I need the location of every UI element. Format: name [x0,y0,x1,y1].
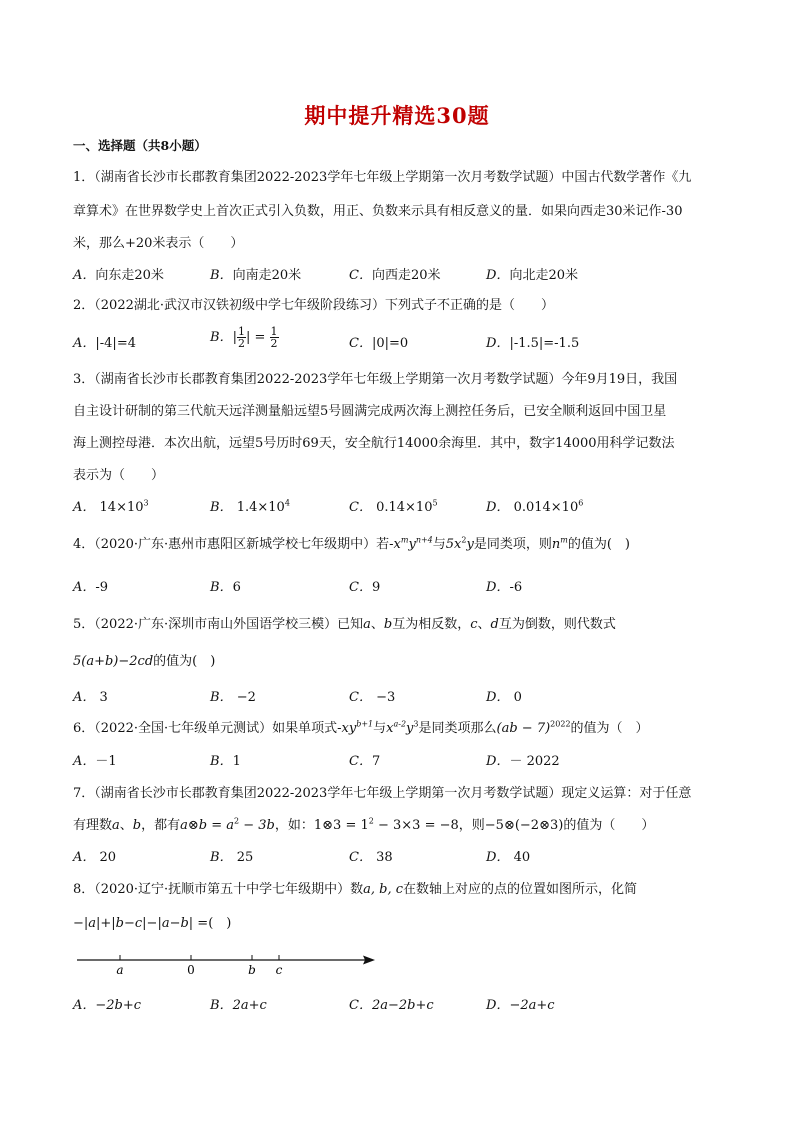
q8-text-line1: 8．（2020·辽宁·抚顺市第五十中学七年级期中）数a, b, c在数轴上对应的点的位置如图所示，化简 [73,882,638,897]
page-title: 期中提升精选30题 [304,103,490,128]
q1-option-d[interactable]: D．向北走20米 [486,268,578,283]
q2-option-d[interactable]: D．|-1.5|=-1.5 [486,336,580,351]
q4-option-c[interactable]: C．9 [349,580,381,595]
q8-text-line2: −|a|+|b−c|−|a−b| =( ) [73,916,232,931]
label-c: c [275,963,283,977]
q7-option-a[interactable]: A． 20 [73,850,117,865]
q1-options [73,264,728,284]
q3-option-c[interactable]: C． $0.14\times 10^5$ [349,498,438,515]
q6-option-a[interactable]: A．－1 [73,754,117,769]
q1-text-line2: 章算术》在世界数学史上首次正式引入负数，用正、负数来示具有相反意义的量．如果向西走30米记作-30 [73,204,683,219]
q5-option-d[interactable]: D． 0 [486,690,522,705]
q8-option-d[interactable]: D．−2a+c [486,998,555,1013]
q3-option-a[interactable]: A． $14\times 10^3$ [73,498,149,515]
q7-text-line2: 有理数a、b，都有a⊗b = $a^2 - 3b$，如：1⊗3 = $1^2 - 3\times 3 = -8$，则−5⊗(−2⊗3)的值为（ ） [73,816,655,833]
section-heading: 一、选择题（共8小题） [73,138,207,153]
q3-text-line3: 海上测控母港．本次出航，远望5号历时69天，安全航行14000余海里．其中，数字14000用科学记数法 [73,436,675,451]
q5-option-c[interactable]: C． −3 [349,690,396,705]
q7-option-b[interactable]: B． 25 [210,850,254,865]
q8-option-a[interactable]: A．−2b+c [73,998,142,1013]
q6-option-c[interactable]: C．7 [349,754,381,769]
label-0: 0 [187,963,195,977]
q6-option-b[interactable]: B．1 [210,754,241,769]
q6-text-line1: 6．（2022·全国·七年级单元测试）如果单项式$-xy^{b+1}$与$x^{a-2}y^3$是同类项那么(ab − 7)$^{2022}$的值为（ ） [73,719,649,736]
q5-text-line2: 5(a+b)−2cd的值为( ) [73,654,216,669]
q4-options [73,576,728,596]
q3-text-line2: 自主设计研制的第三代航天远洋测量船远望5号圆满完成两次海上测控任务后，已安全顺利返回中国卫星 [73,404,667,419]
q5-option-a[interactable]: A． 3 [73,690,108,705]
number-line-figure [73,946,393,980]
q8-options [73,994,728,1014]
q2-option-c[interactable]: C．|0|=0 [349,336,409,351]
q3-option-d[interactable]: D． $0.014\times 10^6$ [486,498,584,515]
q2-options [73,325,728,356]
q1-text-line1: 1．（湖南省长沙市长郡教育集团2022-2023学年七年级上学期第一次月考数学试题）中国古代数学著作《九 [73,170,692,185]
q1-option-c[interactable]: C．向西走20米 [349,268,441,283]
q2-option-b[interactable]: B．| $\frac{1}{2}$ | = $\frac{1}{2}$ [210,325,278,350]
q6-options [73,750,728,770]
q5-text-line1: 5．（2022·广东·深圳市南山外国语学校三模）已知a、b互为相反数，c、d互为倒数，则代数式 [73,617,616,632]
q7-option-d[interactable]: D． 40 [486,850,531,865]
q8-option-c[interactable]: C．2a−2b+c [349,998,434,1013]
q2-text-line1: 2．（2022湖北·武汉市汉铁初级中学七年级阶段练习）下列式子不正确的是（ ） [73,298,554,313]
q3-options [73,496,728,516]
label-a: a [116,963,124,977]
q5-option-b[interactable]: B． −2 [210,690,256,705]
q5-options [73,686,728,706]
q3-option-b[interactable]: B． $1.4\times 10^4$ [210,498,290,515]
q4-option-a[interactable]: A．-9 [73,580,109,595]
q4-option-b[interactable]: B．6 [210,580,241,595]
q4-option-d[interactable]: D．-6 [486,580,523,595]
q1-option-b[interactable]: B．向南走20米 [210,268,302,283]
label-b: b [248,963,256,977]
q7-option-c[interactable]: C． 38 [349,850,393,865]
q3-text-line4: 表示为（ ） [73,468,165,483]
q6-option-d[interactable]: D．－ 2022 [486,754,560,769]
q7-options [73,846,728,866]
q3-text-line1: 3．（湖南省长沙市长郡教育集团2022-2023学年七年级上学期第一次月考数学试题）今年9月19日，我国 [73,372,678,387]
q7-text-line1: 7．（湖南省长沙市长郡教育集团2022-2023学年七年级上学期第一次月考数学试题）现定义运算：对于任意 [73,786,692,801]
q4-text-line1: 4．（2020·广东·惠州市惠阳区新城学校七年级期中）若$-x^my^{n+4}$与$5x^2y$是同类项，则$n^m$的值为( ) [73,535,630,552]
q1-option-a[interactable]: A．向东走20米 [73,268,164,283]
q2-option-a[interactable]: A．|-4|=4 [73,336,136,351]
q1-text-line3: 米，那么+20米表示（ ） [73,236,244,251]
q8-option-b[interactable]: B．2a+c [210,998,267,1013]
